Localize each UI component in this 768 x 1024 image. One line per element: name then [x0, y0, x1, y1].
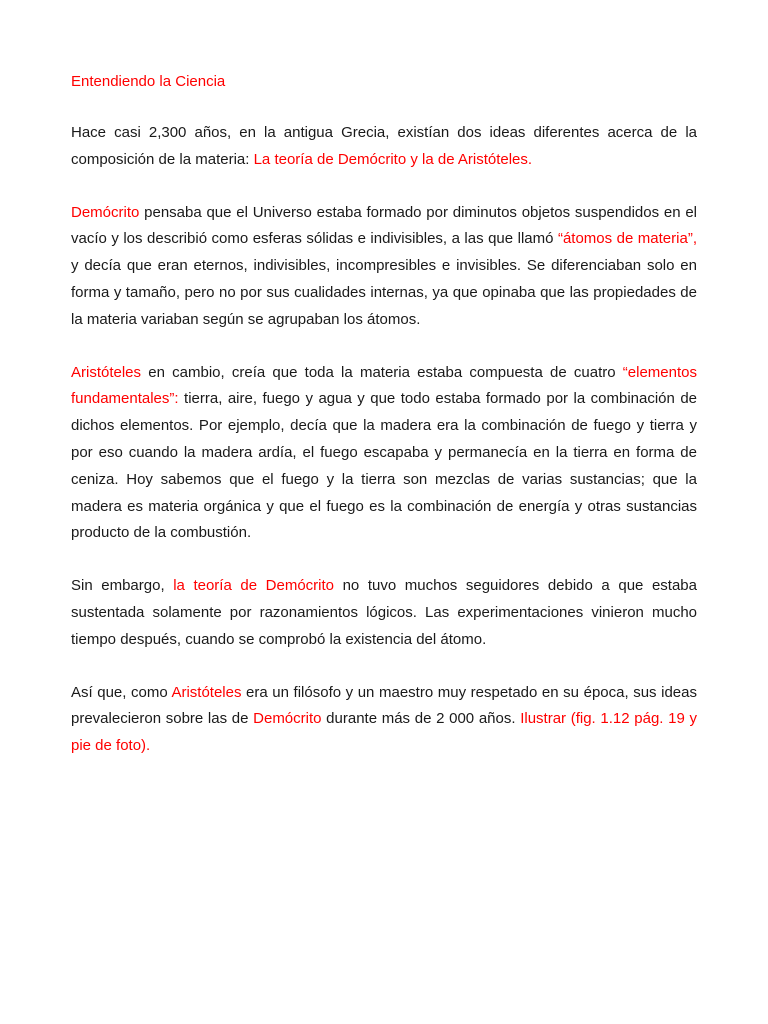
- paragraph-text: Sin embargo,: [71, 577, 174, 595]
- highlighted-text: Aristóteles: [171, 683, 242, 701]
- paragraph-text: pensaba que el Universo estaba formado por diminutos objetos suspendidos en el vacío y los describió como esferas sólidas e indivisibles, a las que llamó: [71, 203, 697, 248]
- highlighted-text: “átomos de materia”,: [557, 230, 697, 248]
- paragraph-intro: [71, 120, 697, 174]
- paragraph-conclusion: [71, 680, 697, 760]
- paragraph-text: en cambio, creía que toda la materia estaba compuesta de cuatro: [141, 363, 623, 381]
- paragraph-text: no tuvo muchos seguidores debido a que estaba sustentada solamente por razonamientos lógicos. Las experimentaciones vinieron mucho tiempo después, cuando se comprobó la existencia del átomo.: [71, 577, 697, 648]
- highlighted-text: “elementos fundamentales”:: [71, 363, 697, 408]
- paragraph-text: Hace casi 2,300 años, en la antigua Grecia, existían dos ideas diferentes acerca de la composición de la materia:: [71, 124, 697, 168]
- paragraph-aristotle: [71, 360, 697, 548]
- paragraph-text: durante más de 2 000 años.: [321, 710, 521, 728]
- paragraph-text: era un filósofo y un maestro muy respetado en su época, sus ideas prevalecieron sobre las de: [71, 683, 697, 728]
- paragraph-democritus: [71, 200, 697, 334]
- paragraph-text: Así que, como: [71, 683, 172, 701]
- paragraph-text: y decía que eran eternos, indivisibles, incompresibles e invisibles. Se diferenciaban solo en forma y tamaño, pero no por sus cualidades internas, ya que opinaba que las propiedades de la materia variaban según se agrupaban los átomos.: [71, 257, 697, 328]
- highlighted-text: Demócrito: [71, 203, 140, 221]
- highlighted-text: Aristóteles: [71, 363, 142, 381]
- paragraph-followers: [71, 573, 697, 653]
- document-page: [71, 71, 697, 786]
- highlighted-text: la teoría de Demócrito: [173, 577, 334, 595]
- document-title: Entendiendo la Ciencia: [71, 73, 226, 90]
- highlighted-text: La teoría de Demócrito y la de Aristóteles.: [253, 150, 533, 168]
- paragraph-text: tierra, aire, fuego y agua y que todo estaba formado por la combinación de dichos elementos. Por ejemplo, decía que la madera era la combinación de fuego y tierra y por eso cuando la madera ardía, el fuego escapaba y permanecía en la tierra en forma de ceniza. Hoy sabemos que el fuego y la tierra son mezclas de varias sustancias; que la madera es materia orgánica y que el fuego es la combinación de energía y otras sustancias producto de la combustión.: [71, 390, 697, 542]
- highlighted-text: Demócrito: [253, 710, 322, 728]
- illustration-note: Ilustrar (fig. 1.12 pág. 19 y pie de foto).: [71, 710, 697, 755]
